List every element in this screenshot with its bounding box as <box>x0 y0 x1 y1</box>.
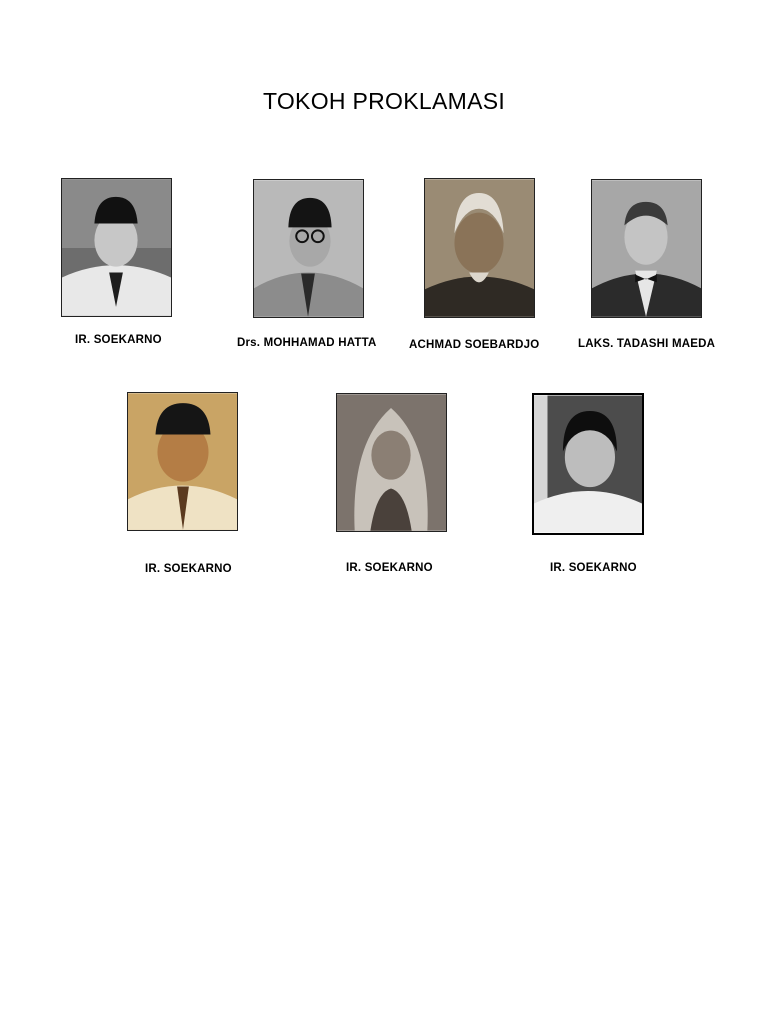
portrait-photo-icon <box>128 393 237 530</box>
portrait-photo-icon <box>62 179 171 316</box>
photo-maeda <box>591 179 702 318</box>
caption-2: Drs. MOHHAMAD HATTA <box>237 337 377 349</box>
portrait-photo-icon <box>425 179 534 317</box>
page-title: TOKOH PROKLAMASI <box>262 88 506 114</box>
caption-7: IR. SOEKARNO <box>550 562 637 574</box>
portrait-photo-icon <box>592 180 701 317</box>
photo-hatta <box>253 179 364 318</box>
caption-5: IR. SOEKARNO <box>145 563 232 575</box>
caption-4: LAKS. TADASHI MAEDA <box>578 338 716 350</box>
portrait-photo-icon <box>254 180 363 317</box>
caption-3: ACHMAD SOEBARDJO <box>409 339 540 351</box>
photo-7 <box>532 393 644 535</box>
portrait-photo-icon <box>337 394 446 531</box>
caption-1: IR. SOEKARNO <box>75 334 162 346</box>
photo-6 <box>336 393 447 532</box>
photo-5 <box>127 392 238 531</box>
portrait-photo-icon <box>534 395 642 533</box>
photo-soekarno <box>61 178 172 317</box>
caption-6: IR. SOEKARNO <box>346 562 433 574</box>
photo-soebardjo <box>424 178 535 318</box>
